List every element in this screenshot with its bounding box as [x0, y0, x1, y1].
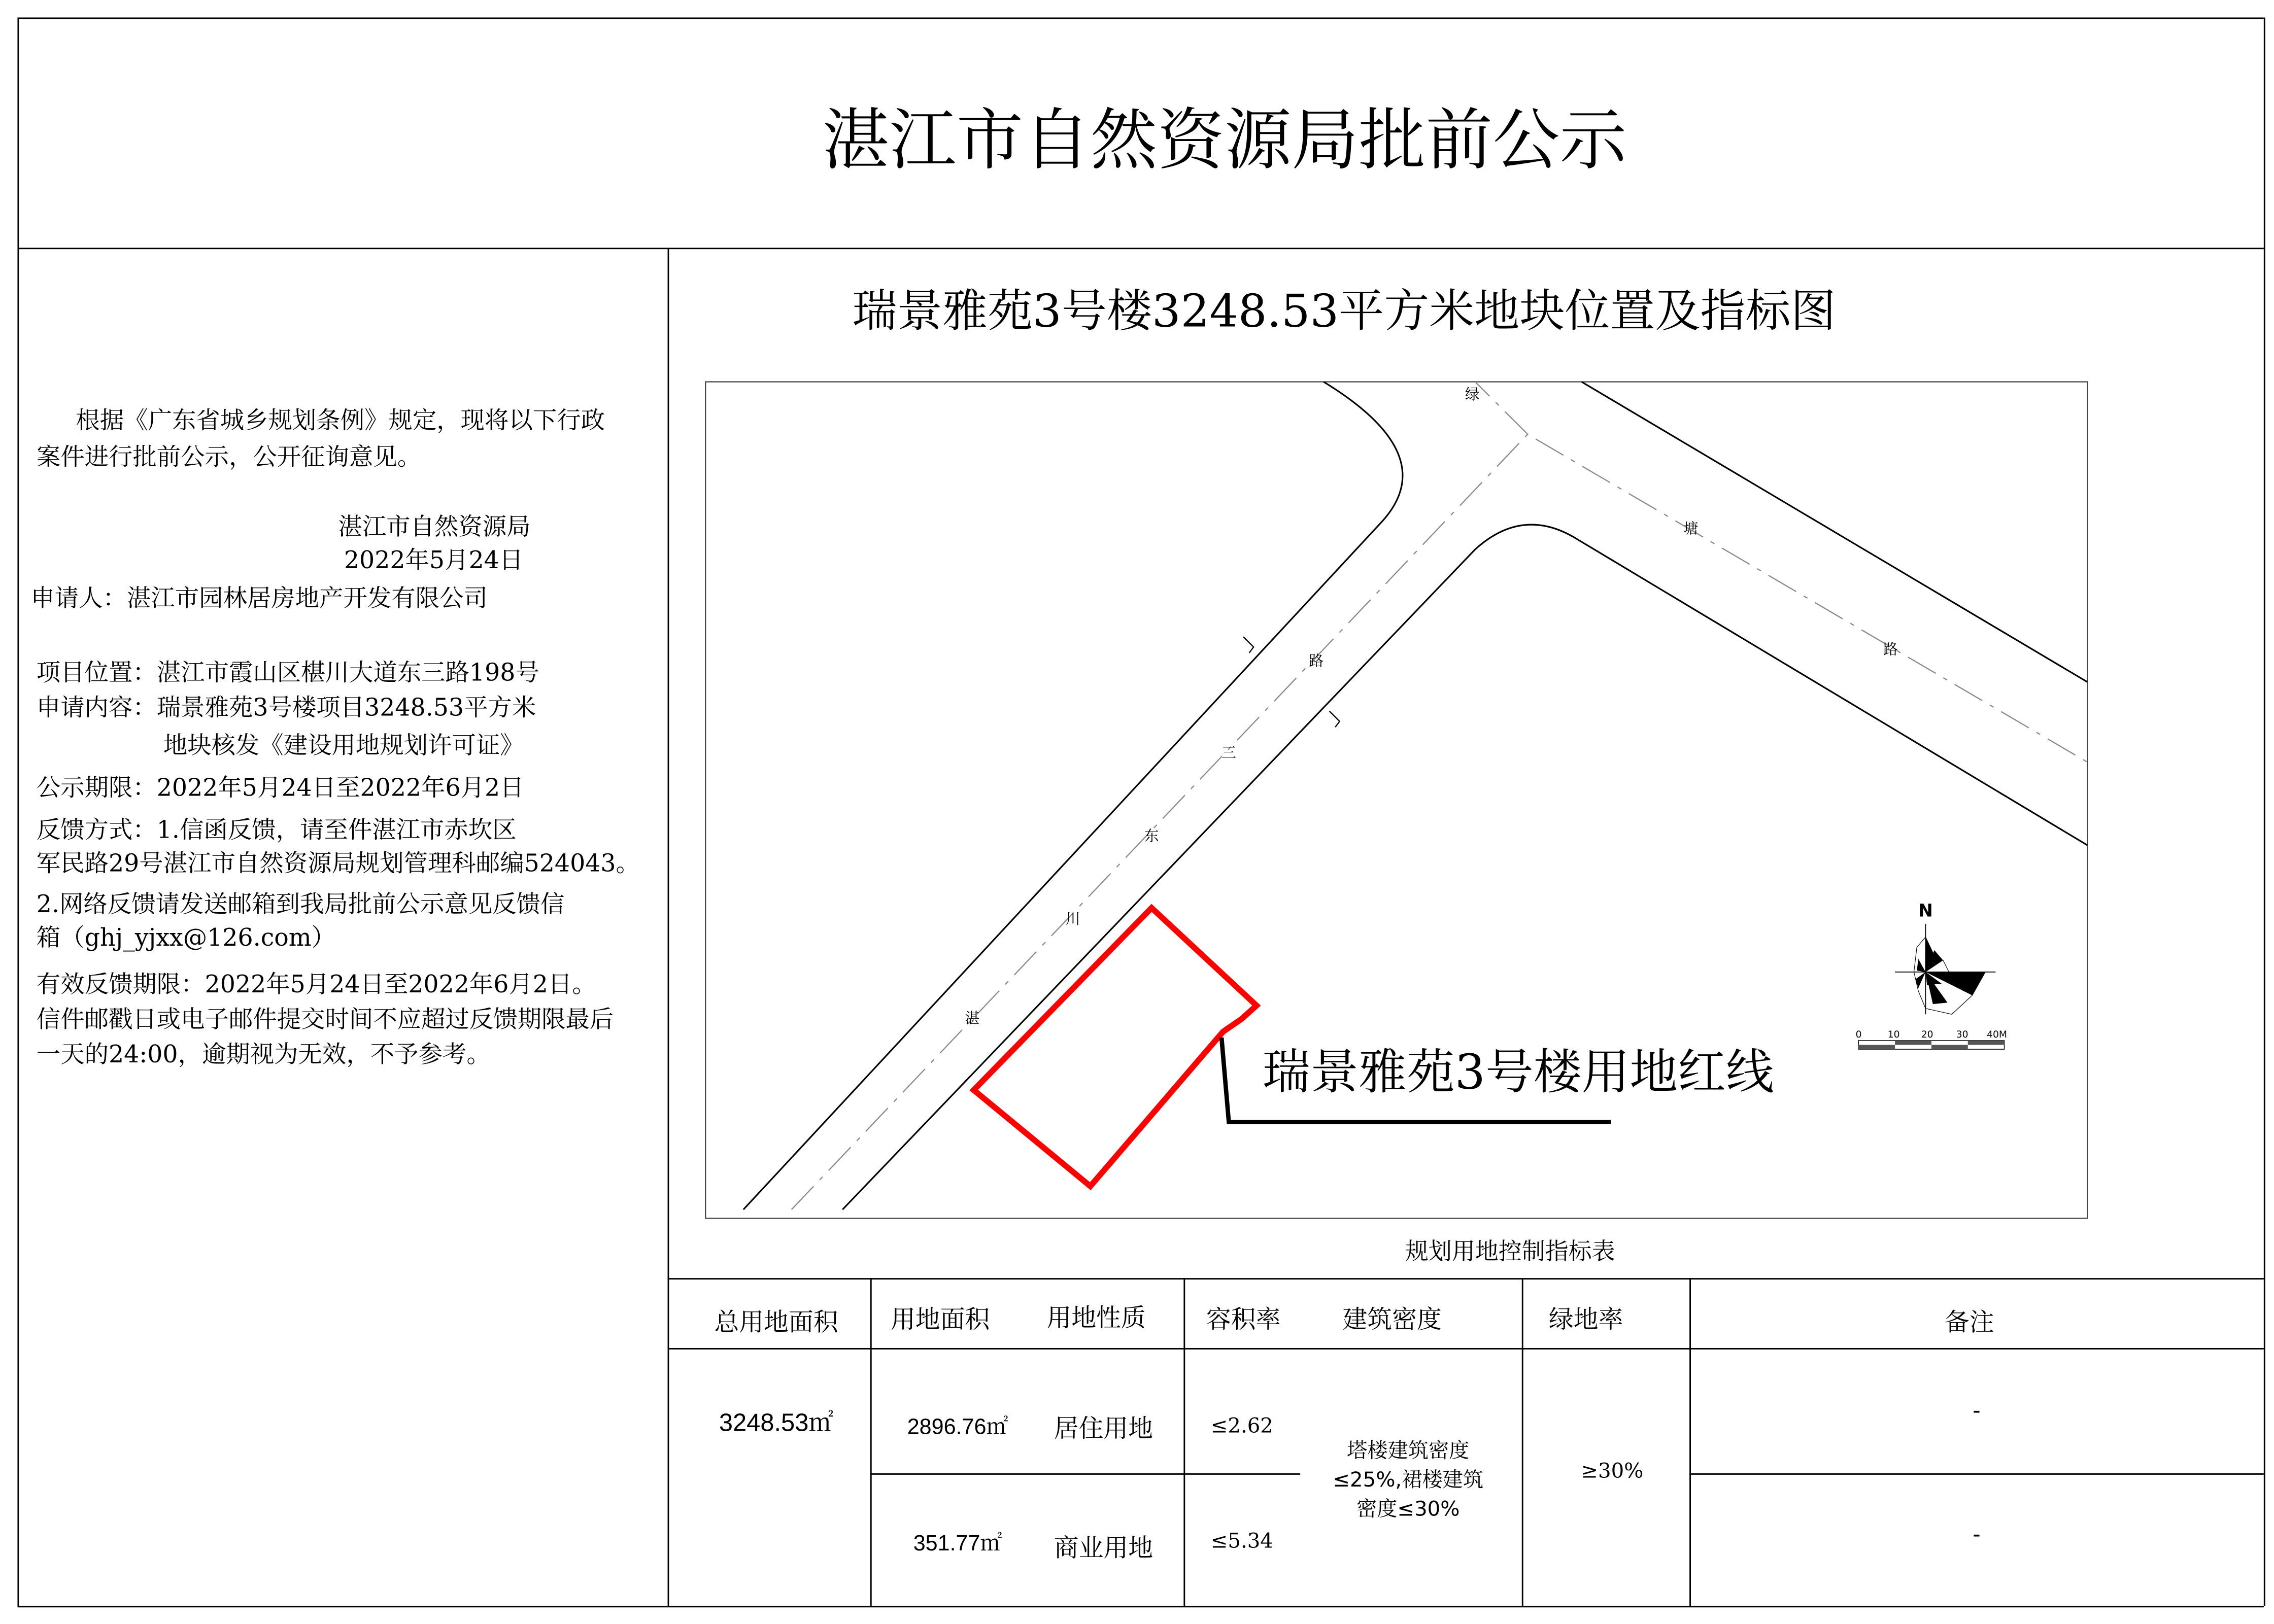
row-note: - — [1973, 1399, 1981, 1424]
project-location: 项目位置：湛江市霞山区椹川大道东三路198号 — [36, 659, 539, 686]
svg-text:N: N — [1918, 901, 1933, 921]
road-label: 湛 — [965, 1009, 980, 1027]
applicant: 申请人：湛江市园林居房地产开发有限公司 — [30, 584, 488, 612]
notice-line: 地块核发《建设用地规划许可证》 — [163, 731, 524, 759]
site-redline — [974, 908, 1257, 1187]
table-line — [668, 1348, 2264, 1350]
application-content: 申请内容：瑞景雅苑3号楼项目3248.53平方米 — [36, 694, 536, 721]
notice-period: 公示期限：2022年5月24日至2022年6月2日 — [36, 774, 524, 802]
row-use: 居住用地 — [1054, 1415, 1153, 1444]
row-area: 351.77㎡ — [913, 1531, 1002, 1557]
issuer: 湛江市自然资源局 — [338, 513, 531, 541]
road-label: 三 — [1221, 744, 1236, 762]
scale-label: 0 — [1855, 1029, 1862, 1041]
issue-date: 2022年5月24日 — [344, 546, 524, 574]
road-label: 路 — [1883, 640, 1898, 658]
table-caption: 规划用地控制指标表 — [1405, 1237, 1615, 1265]
row-area: 2896.76㎡ — [907, 1415, 1008, 1440]
north-arrow-icon — [1895, 901, 1995, 1014]
road-edge — [1582, 382, 2088, 682]
scale-label: 10 — [1887, 1029, 1900, 1041]
header-density: 建筑密度 — [1342, 1305, 1442, 1335]
feedback-method: 反馈方式：1.信函反馈，请至件湛江市赤坎区 — [36, 816, 517, 844]
notice-line: 信件邮戳日或电子邮件提交时间不应超过反馈期限最后 — [36, 1005, 614, 1033]
header-far: 容积率 — [1206, 1305, 1281, 1335]
scale-label: 30 — [1956, 1029, 1968, 1041]
header-green-rate: 绿地率 — [1548, 1305, 1623, 1335]
table-line — [1689, 1473, 2264, 1475]
road-label: 绿 — [1465, 386, 1480, 403]
notice-line: 2.网络反馈请发送邮箱到我局批前公示意见反馈信 — [36, 890, 565, 918]
road-edge — [842, 525, 2087, 1210]
table-line — [668, 1278, 2264, 1280]
road-centerline — [1475, 382, 1528, 434]
scale-label: 40M — [1987, 1029, 2007, 1041]
header-total-area: 总用地面积 — [714, 1308, 838, 1338]
density-line: 塔楼建筑密度 — [1347, 1439, 1470, 1463]
density-line: 密度≤30% — [1356, 1498, 1460, 1522]
density-value — [1312, 1437, 1504, 1524]
feedback-email: 箱（ghj_yjxx@126.com） — [36, 924, 336, 952]
density-line: ≤25%,裙楼建筑 — [1333, 1469, 1484, 1493]
feedback-deadline: 有效反馈期限：2022年5月24日至2022年6月2日。 — [36, 971, 596, 998]
notice-line: 根据《广东省城乡规划条例》规定，现将以下行政 — [76, 406, 605, 434]
scale-bar — [1856, 1029, 2007, 1049]
table-line — [1183, 1278, 1185, 1606]
road-label: 川 — [1065, 910, 1080, 928]
road-label: 东 — [1144, 827, 1159, 845]
header-area: 用地面积 — [891, 1305, 990, 1335]
road-label: 路 — [1309, 652, 1324, 670]
page-title: 湛江市自然资源局批前公示 — [822, 100, 1627, 180]
road-marker — [1243, 637, 1340, 727]
scale-label: 20 — [1921, 1029, 1933, 1041]
row-far: ≤2.62 — [1210, 1415, 1273, 1439]
green-rate-value: ≥30% — [1581, 1460, 1644, 1484]
map-title: 瑞景雅苑3号楼3248.53平方米地块位置及指标图 — [852, 285, 1836, 338]
road-label: 塘 — [1683, 520, 1699, 537]
header-land-use: 用地性质 — [1046, 1304, 1146, 1334]
row-note: - — [1973, 1523, 1981, 1548]
notice-line: 军民路29号湛江市自然资源局规划管理科邮编524043。 — [36, 849, 640, 878]
notice-line: 案件进行批前公示，公开征询意见。 — [36, 443, 422, 471]
table-line — [870, 1473, 1300, 1475]
redline-label: 瑞景雅苑3号楼用地红线 — [1262, 1043, 1774, 1100]
total-area-value: 3248.53㎡ — [719, 1409, 834, 1437]
header-notes: 备注 — [1944, 1308, 1994, 1338]
row-use: 商业用地 — [1054, 1534, 1153, 1564]
notice-line: 一天的24:00，逾期视为无效，不予参考。 — [36, 1040, 491, 1068]
row-far: ≤5.34 — [1210, 1530, 1273, 1553]
